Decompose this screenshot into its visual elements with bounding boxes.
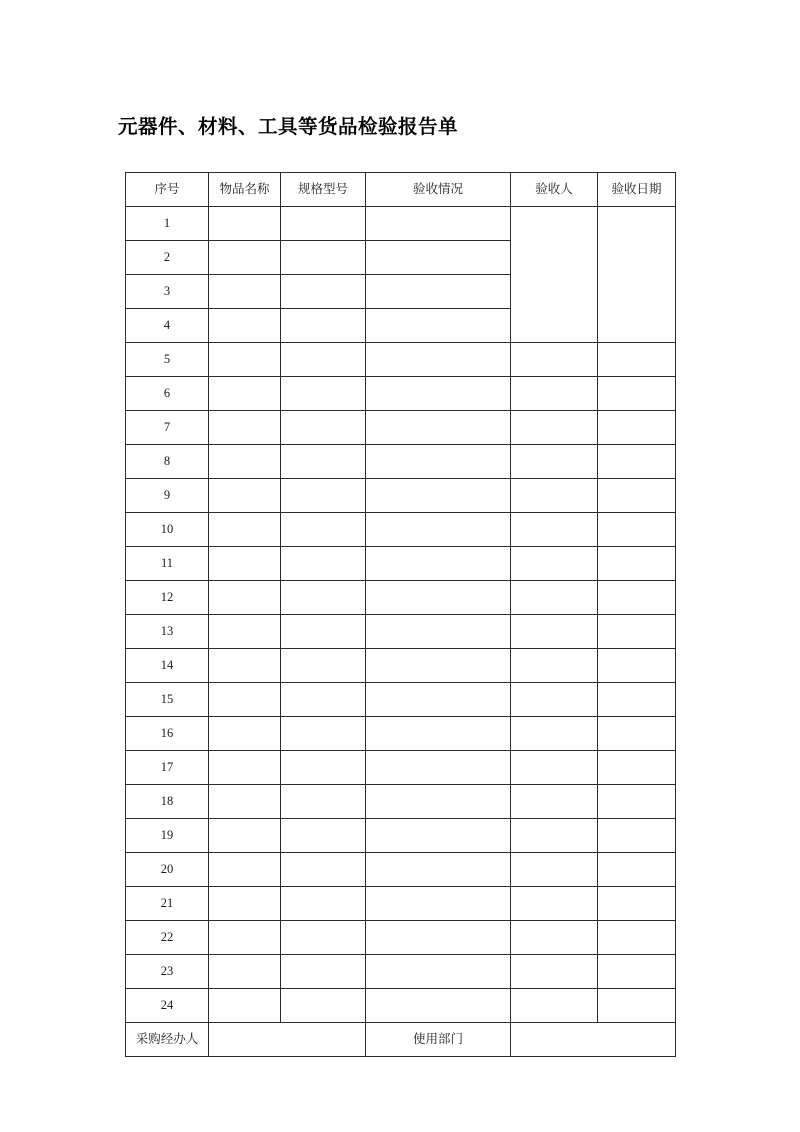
cell-inspection-status[interactable] bbox=[366, 547, 511, 581]
cell-spec-model[interactable] bbox=[281, 615, 366, 649]
cell-inspection-status[interactable] bbox=[366, 989, 511, 1023]
cell-item-name[interactable] bbox=[209, 989, 281, 1023]
cell-inspector[interactable] bbox=[511, 853, 598, 887]
cell-spec-model[interactable] bbox=[281, 377, 366, 411]
table-row bbox=[126, 513, 676, 547]
cell-item-name[interactable] bbox=[209, 581, 281, 615]
cell-inspection-date[interactable] bbox=[598, 989, 676, 1023]
footer-department-label: 使用部门 bbox=[366, 1023, 511, 1057]
cell-spec-model[interactable] bbox=[281, 989, 366, 1023]
table-body bbox=[126, 207, 676, 1023]
cell-inspection-status[interactable] bbox=[366, 377, 511, 411]
cell-item-name[interactable] bbox=[209, 241, 281, 275]
cell-inspection-status[interactable] bbox=[366, 683, 511, 717]
cell-index: 18 bbox=[126, 785, 209, 819]
cell-inspection-date[interactable] bbox=[598, 411, 676, 445]
cell-index: 9 bbox=[126, 479, 209, 513]
table-row bbox=[126, 207, 676, 241]
cell-item-name[interactable] bbox=[209, 445, 281, 479]
cell-spec-model[interactable] bbox=[281, 921, 366, 955]
table-row bbox=[126, 683, 676, 717]
table-row bbox=[126, 377, 676, 411]
cell-inspector[interactable] bbox=[511, 513, 598, 547]
cell-spec-model[interactable] bbox=[281, 445, 366, 479]
footer-buyer-label: 采购经办人 bbox=[126, 1023, 209, 1057]
cell-inspection-date[interactable] bbox=[598, 955, 676, 989]
cell-index: 5 bbox=[126, 343, 209, 377]
cell-index: 12 bbox=[126, 581, 209, 615]
cell-inspection-status[interactable] bbox=[366, 615, 511, 649]
cell-spec-model[interactable] bbox=[281, 309, 366, 343]
cell-spec-model[interactable] bbox=[281, 547, 366, 581]
cell-inspector[interactable] bbox=[511, 445, 598, 479]
cell-item-name[interactable] bbox=[209, 343, 281, 377]
cell-inspection-date[interactable] bbox=[598, 887, 676, 921]
inspection-report-table-wrap bbox=[125, 172, 675, 1057]
cell-inspection-date[interactable] bbox=[598, 853, 676, 887]
cell-spec-model[interactable] bbox=[281, 853, 366, 887]
cell-index: 22 bbox=[126, 921, 209, 955]
cell-inspector[interactable] bbox=[511, 547, 598, 581]
column-header-person: 验收人 bbox=[511, 173, 598, 207]
cell-index: 11 bbox=[126, 547, 209, 581]
table-header bbox=[126, 173, 676, 207]
table-row bbox=[126, 785, 676, 819]
cell-item-name[interactable] bbox=[209, 377, 281, 411]
cell-inspection-status[interactable] bbox=[366, 853, 511, 887]
cell-index: 20 bbox=[126, 853, 209, 887]
cell-inspector[interactable] bbox=[511, 717, 598, 751]
cell-inspection-date[interactable] bbox=[598, 717, 676, 751]
page-title: 元器件、材料、工具等货品检验报告单 bbox=[118, 116, 459, 138]
column-header-date: 验收日期 bbox=[598, 173, 676, 207]
cell-inspection-status[interactable] bbox=[366, 309, 511, 343]
cell-item-name[interactable] bbox=[209, 921, 281, 955]
cell-item-name[interactable] bbox=[209, 955, 281, 989]
cell-index: 10 bbox=[126, 513, 209, 547]
cell-spec-model[interactable] bbox=[281, 751, 366, 785]
cell-inspection-date[interactable] bbox=[598, 751, 676, 785]
cell-index: 4 bbox=[126, 309, 209, 343]
cell-inspection-date[interactable] bbox=[598, 377, 676, 411]
table-row bbox=[126, 887, 676, 921]
table-row bbox=[126, 615, 676, 649]
cell-inspection-date[interactable] bbox=[598, 683, 676, 717]
table-row bbox=[126, 921, 676, 955]
cell-item-name[interactable] bbox=[209, 785, 281, 819]
table-row bbox=[126, 547, 676, 581]
table-row bbox=[126, 445, 676, 479]
cell-inspection-status[interactable] bbox=[366, 207, 511, 241]
cell-inspection-status[interactable] bbox=[366, 785, 511, 819]
cell-inspection-date[interactable] bbox=[598, 921, 676, 955]
cell-index: 16 bbox=[126, 717, 209, 751]
footer-department-value[interactable] bbox=[511, 1023, 676, 1057]
cell-index: 7 bbox=[126, 411, 209, 445]
cell-spec-model[interactable] bbox=[281, 513, 366, 547]
footer-row bbox=[126, 1023, 676, 1057]
cell-item-name[interactable] bbox=[209, 683, 281, 717]
cell-inspector[interactable] bbox=[511, 581, 598, 615]
cell-spec-model[interactable] bbox=[281, 649, 366, 683]
cell-index: 6 bbox=[126, 377, 209, 411]
table-row bbox=[126, 411, 676, 445]
table-header-row bbox=[126, 173, 676, 207]
cell-item-name[interactable] bbox=[209, 819, 281, 853]
cell-spec-model[interactable] bbox=[281, 717, 366, 751]
cell-inspector-merged[interactable] bbox=[511, 207, 598, 343]
cell-inspection-date[interactable] bbox=[598, 343, 676, 377]
table-row bbox=[126, 479, 676, 513]
cell-inspector[interactable] bbox=[511, 751, 598, 785]
cell-spec-model[interactable] bbox=[281, 819, 366, 853]
cell-inspector[interactable] bbox=[511, 649, 598, 683]
cell-spec-model[interactable] bbox=[281, 343, 366, 377]
cell-spec-model[interactable] bbox=[281, 275, 366, 309]
cell-inspector[interactable] bbox=[511, 411, 598, 445]
cell-spec-model[interactable] bbox=[281, 955, 366, 989]
cell-item-name[interactable] bbox=[209, 547, 281, 581]
column-header-spec: 规格型号 bbox=[281, 173, 366, 207]
cell-inspection-status[interactable] bbox=[366, 513, 511, 547]
table-footer bbox=[126, 1023, 676, 1057]
cell-index: 24 bbox=[126, 989, 209, 1023]
cell-spec-model[interactable] bbox=[281, 411, 366, 445]
table-row bbox=[126, 989, 676, 1023]
cell-index: 23 bbox=[126, 955, 209, 989]
cell-inspector[interactable] bbox=[511, 921, 598, 955]
cell-index: 17 bbox=[126, 751, 209, 785]
cell-inspection-status[interactable] bbox=[366, 887, 511, 921]
table-row bbox=[126, 717, 676, 751]
cell-inspection-date[interactable] bbox=[598, 649, 676, 683]
table-row bbox=[126, 819, 676, 853]
cell-index: 19 bbox=[126, 819, 209, 853]
cell-inspection-status[interactable] bbox=[366, 751, 511, 785]
cell-item-name[interactable] bbox=[209, 207, 281, 241]
cell-inspection-status[interactable] bbox=[366, 479, 511, 513]
cell-inspector[interactable] bbox=[511, 479, 598, 513]
cell-inspection-date[interactable] bbox=[598, 581, 676, 615]
cell-item-name[interactable] bbox=[209, 853, 281, 887]
cell-inspection-status[interactable] bbox=[366, 581, 511, 615]
cell-inspection-date[interactable] bbox=[598, 479, 676, 513]
cell-inspection-date[interactable] bbox=[598, 819, 676, 853]
cell-inspection-date[interactable] bbox=[598, 547, 676, 581]
cell-inspector[interactable] bbox=[511, 989, 598, 1023]
cell-item-name[interactable] bbox=[209, 649, 281, 683]
table-row bbox=[126, 955, 676, 989]
column-header-name: 物品名称 bbox=[209, 173, 281, 207]
cell-item-name[interactable] bbox=[209, 751, 281, 785]
cell-index: 1 bbox=[126, 207, 209, 241]
cell-inspection-status[interactable] bbox=[366, 445, 511, 479]
cell-inspection-status[interactable] bbox=[366, 717, 511, 751]
cell-inspection-date[interactable] bbox=[598, 513, 676, 547]
cell-inspection-date-merged[interactable] bbox=[598, 207, 676, 343]
table-row bbox=[126, 343, 676, 377]
cell-index: 3 bbox=[126, 275, 209, 309]
cell-inspector[interactable] bbox=[511, 343, 598, 377]
cell-inspector[interactable] bbox=[511, 785, 598, 819]
table-row bbox=[126, 581, 676, 615]
cell-item-name[interactable] bbox=[209, 275, 281, 309]
cell-spec-model[interactable] bbox=[281, 581, 366, 615]
cell-inspector[interactable] bbox=[511, 615, 598, 649]
cell-inspector[interactable] bbox=[511, 377, 598, 411]
table-row bbox=[126, 853, 676, 887]
cell-inspection-date[interactable] bbox=[598, 445, 676, 479]
cell-item-name[interactable] bbox=[209, 479, 281, 513]
cell-inspection-status[interactable] bbox=[366, 921, 511, 955]
cell-spec-model[interactable] bbox=[281, 683, 366, 717]
cell-inspector[interactable] bbox=[511, 887, 598, 921]
cell-inspection-status[interactable] bbox=[366, 411, 511, 445]
cell-index: 14 bbox=[126, 649, 209, 683]
cell-inspection-date[interactable] bbox=[598, 785, 676, 819]
cell-inspection-status[interactable] bbox=[366, 275, 511, 309]
cell-index: 21 bbox=[126, 887, 209, 921]
cell-item-name[interactable] bbox=[209, 717, 281, 751]
cell-spec-model[interactable] bbox=[281, 887, 366, 921]
cell-inspection-status[interactable] bbox=[366, 955, 511, 989]
cell-inspection-status[interactable] bbox=[366, 343, 511, 377]
cell-item-name[interactable] bbox=[209, 615, 281, 649]
cell-index: 2 bbox=[126, 241, 209, 275]
cell-inspection-status[interactable] bbox=[366, 649, 511, 683]
cell-inspector[interactable] bbox=[511, 683, 598, 717]
cell-inspection-date[interactable] bbox=[598, 615, 676, 649]
cell-index: 13 bbox=[126, 615, 209, 649]
column-header-index: 序号 bbox=[126, 173, 209, 207]
column-header-status: 验收情况 bbox=[366, 173, 511, 207]
cell-item-name[interactable] bbox=[209, 513, 281, 547]
footer-buyer-value[interactable] bbox=[209, 1023, 366, 1057]
cell-spec-model[interactable] bbox=[281, 207, 366, 241]
table-row bbox=[126, 649, 676, 683]
inspection-report-table bbox=[125, 172, 676, 1057]
cell-inspector[interactable] bbox=[511, 819, 598, 853]
cell-index: 15 bbox=[126, 683, 209, 717]
cell-spec-model[interactable] bbox=[281, 479, 366, 513]
cell-item-name[interactable] bbox=[209, 309, 281, 343]
cell-inspector[interactable] bbox=[511, 955, 598, 989]
cell-spec-model[interactable] bbox=[281, 785, 366, 819]
cell-index: 8 bbox=[126, 445, 209, 479]
cell-item-name[interactable] bbox=[209, 887, 281, 921]
cell-spec-model[interactable] bbox=[281, 241, 366, 275]
table-row bbox=[126, 751, 676, 785]
cell-inspection-status[interactable] bbox=[366, 241, 511, 275]
cell-item-name[interactable] bbox=[209, 411, 281, 445]
cell-inspection-status[interactable] bbox=[366, 819, 511, 853]
